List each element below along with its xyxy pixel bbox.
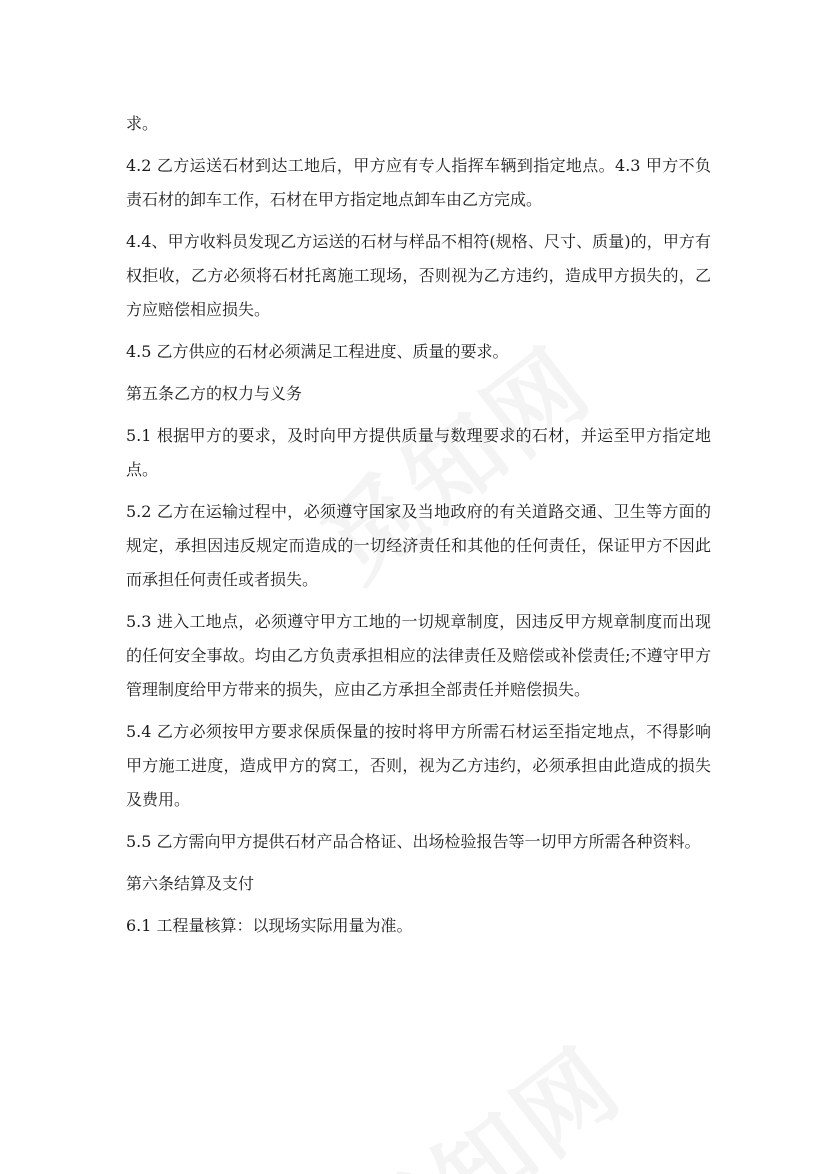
document-body: [126, 107, 711, 951]
paragraph: 5.1 根据甲方的要求，及时向甲方提供质量与数理要求的石材，并运至甲方指定地点。: [126, 426, 711, 479]
paragraph: 5.2 乙方在运输过程中，必须遵守国家及当地政府的有关道路交通、卫生等方面的规定，承担因违反规定而造成的一切经济责任和其他的任何责任，保证甲方不因此而承担任何责任或者损失。: [126, 502, 711, 589]
paragraph: 求。: [126, 114, 159, 133]
paragraph: 5.5 乙方需向甲方提供石材产品合格证、出场检验报告等一切甲方所需各种资料。: [126, 832, 701, 851]
paragraph: 5.4 乙方必须按甲方要求保质保量的按时将甲方所需石材运至指定地点，不得影响甲方施工进度，造成甲方的窝工，否则，视为乙方违约，必须承担由此造成的损失及费用。: [126, 722, 711, 809]
watermark: [320, 1010, 645, 1174]
paragraph: 6.1 工程量核算：以现场实际用量为准。: [126, 916, 413, 935]
section-heading: 第五条乙方的权力与义务: [126, 384, 303, 403]
paragraph: 5.3 进入工地点，必须遵守甲方工地的一切规章制度，因违反甲方规章制度而出现的任何安全事故。均由乙方负责承担相应的法律责任及赔偿或补偿责任;不遵守甲方管理制度给甲方带来的损失，应由乙方承担全部责任并赔偿损失。: [126, 612, 711, 699]
paragraph: 4.4、甲方收料员发现乙方运送的石材与样品不相符(规格、尺寸、质量)的，甲方有权拒收，乙方必须将石材托离施工现场，否则视为乙方违约，造成甲方损失的，乙方应赔偿相应损失。: [126, 232, 711, 319]
section-heading: 第六条结算及支付: [126, 874, 255, 893]
paragraph: 4.2 乙方运送石材到达工地后，甲方应有专人指挥车辆到指定地点。4.3 甲方不负责石材的卸车工作，石材在甲方指定地点卸车由乙方完成。: [126, 156, 711, 209]
paragraph: 4.5 乙方供应的石材必须满足工程进度、质量的要求。: [126, 342, 509, 361]
